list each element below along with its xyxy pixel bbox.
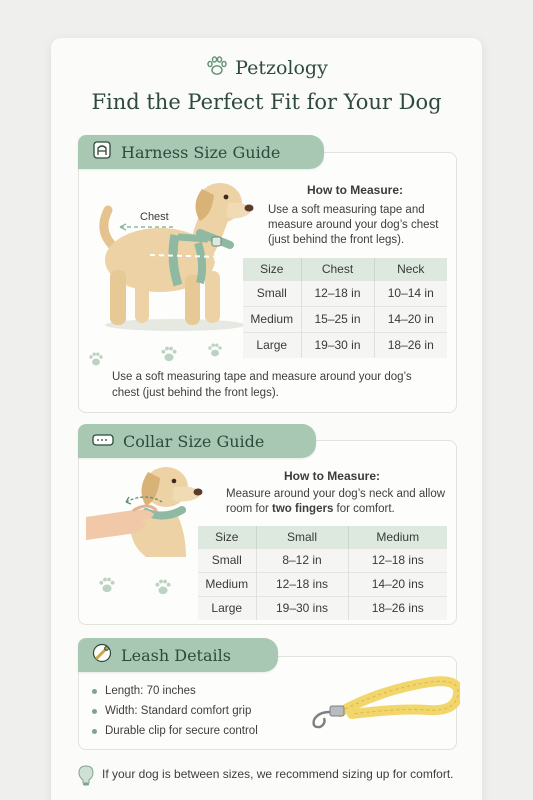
chest-label: Chest <box>140 211 169 223</box>
collar-icon <box>92 432 114 451</box>
bullet-dot <box>92 689 97 694</box>
collar-cell: 8–12 in <box>256 548 348 572</box>
paw-print-icon <box>88 352 104 367</box>
paw-print-icon <box>98 577 116 594</box>
collar-how-to-text-before: Measure around your dog’s neck and allow room for <box>226 488 446 515</box>
harness-dog-illustration <box>90 175 260 335</box>
collar-cell: Medium <box>198 572 256 596</box>
harness-col-size: Size <box>243 258 301 280</box>
collar-cell: 12–18 ins <box>256 572 348 596</box>
harness-size-table <box>243 258 447 358</box>
leash-details-list <box>92 681 258 741</box>
collar-how-to-text-after: for comfort. <box>333 503 395 515</box>
bullet-dot <box>92 709 97 714</box>
collar-section-title: Collar Size Guide <box>123 431 265 451</box>
collar-how-to-heading: How to Measure: <box>283 469 380 483</box>
leash-section-title: Leash Details <box>121 645 231 665</box>
collar-col-small: Small <box>256 526 348 548</box>
harness-cell: 18–26 in <box>374 332 447 358</box>
harness-icon <box>92 140 112 164</box>
paw-print-icon <box>160 346 178 363</box>
list-item <box>92 681 258 701</box>
bullet-dot <box>92 729 97 734</box>
table-row <box>243 306 447 332</box>
collar-cell: 19–30 ins <box>256 596 348 620</box>
harness-cell: 14–20 in <box>374 306 447 332</box>
leash-detail-text: Length: 70 inches <box>105 685 196 697</box>
brand-name: Petzology <box>235 57 328 79</box>
paw-icon <box>205 55 229 82</box>
collar-col-medium: Medium <box>348 526 447 548</box>
collar-how-to-text-bold: two fingers <box>272 503 334 515</box>
leash-section-tab <box>78 638 278 672</box>
harness-how-to-heading: How to Measure: <box>306 183 403 197</box>
collar-col-size: Size <box>198 526 256 548</box>
harness-cell: Small <box>243 280 301 306</box>
sizing-tip <box>78 765 458 792</box>
harness-how-to-text: Use a soft measuring tape and measure around your dog’s chest (just behind the front legs). <box>268 204 439 246</box>
harness-section-title: Harness Size Guide <box>121 142 281 162</box>
harness-cell: 15–25 in <box>301 306 374 332</box>
page-title: Find the Perfect Fit for Your Dog <box>91 90 442 114</box>
harness-cell: Medium <box>243 306 301 332</box>
list-item <box>92 701 258 721</box>
paw-print-icon <box>207 343 223 358</box>
collar-cell: Large <box>198 596 256 620</box>
collar-cell: Small <box>198 548 256 572</box>
leash-detail-text: Durable clip for secure control <box>105 725 258 737</box>
collar-cell: 12–18 ins <box>348 548 447 572</box>
harness-col-chest: Chest <box>301 258 374 280</box>
table-row <box>243 280 447 306</box>
leash-icon <box>92 643 112 667</box>
tip-text: If your dog is between sizes, we recommend sizing up for comfort. <box>102 767 454 781</box>
collar-section-tab <box>78 424 316 458</box>
collar-cell: 18–26 ins <box>348 596 447 620</box>
harness-cell: 10–14 in <box>374 280 447 306</box>
collar-size-table <box>198 526 447 620</box>
table-row <box>198 596 447 620</box>
harness-cell: 12–18 in <box>301 280 374 306</box>
table-row <box>243 332 447 358</box>
leash-detail-text: Width: Standard comfort grip <box>105 705 252 717</box>
table-row <box>198 548 447 572</box>
paw-print-icon <box>154 579 172 596</box>
harness-cell: Large <box>243 332 301 358</box>
collar-how-to-text <box>226 487 448 517</box>
collar-cell: 14–20 ins <box>348 572 447 596</box>
collar-dog-illustration <box>86 462 206 562</box>
lightbulb-icon <box>78 765 94 792</box>
list-item <box>92 721 258 741</box>
leash-illustration <box>300 672 460 732</box>
harness-section-tab <box>78 135 324 169</box>
table-row <box>198 572 447 596</box>
harness-cell: 19–30 in <box>301 332 374 358</box>
harness-col-neck: Neck <box>374 258 447 280</box>
brand-header <box>0 54 533 82</box>
harness-footer-note: Use a soft measuring tape and measure around your dog’s chest (just behind the front legs). <box>112 371 412 399</box>
